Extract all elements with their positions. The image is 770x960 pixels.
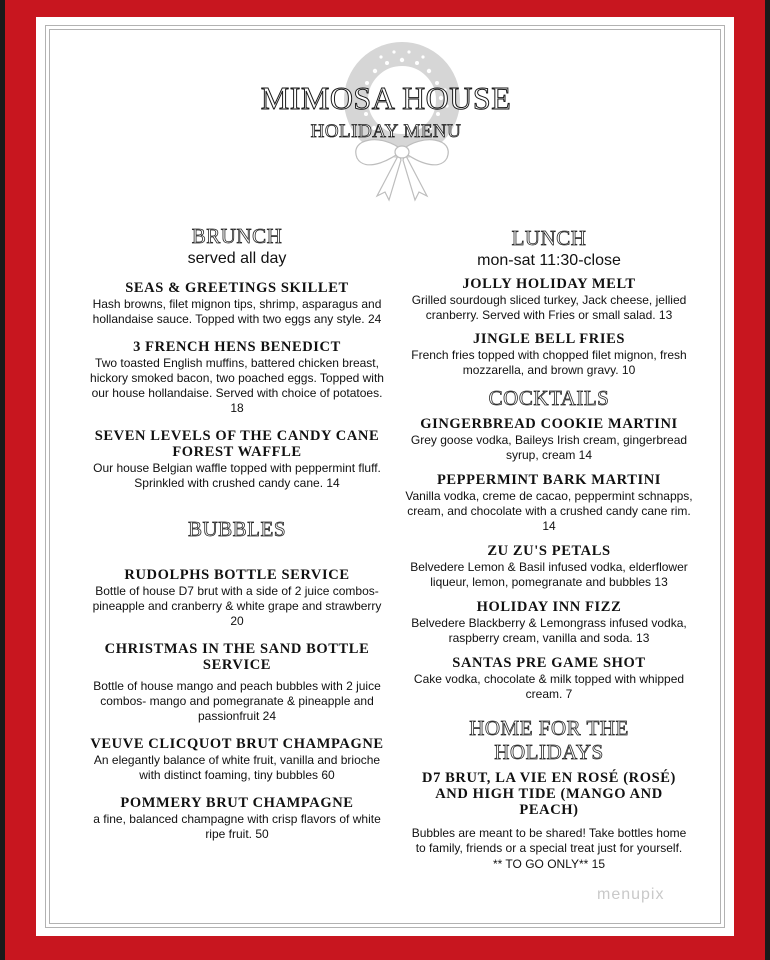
item-name: D7 BRUT, LA VIE EN ROSÉ (ROSÉ) AND HIGH TIDE (MANGO AND PEACH)	[422, 770, 676, 818]
brunch-subheading: served all day	[187, 250, 287, 267]
menu-item	[87, 428, 387, 491]
item-name: JOLLY HOLIDAY MELT	[462, 276, 636, 292]
item-description: Bottle of house mango and peach bubbles with 2 juice combos- mango and pomegranate & pineapple and passionfruit 24	[93, 679, 381, 723]
menu-item	[401, 276, 697, 323]
item-name: ZU ZU'S PETALS	[487, 543, 611, 559]
item-description: An elegantly balance of white fruit, vanilla and brioche with distinct foaming, tiny bubbles 60	[93, 753, 381, 782]
item-name: SANTAS PRE GAME SHOT	[452, 655, 646, 671]
item-name: VEUVE CLICQUOT BRUT CHAMPAGNE	[90, 736, 384, 752]
home-heading: HOME FOR THE HOLIDAYS	[469, 716, 629, 764]
item-description: Bubbles are meant to be shared! Take bottles home to family, friends or a special treat just for yourself.	[411, 826, 687, 855]
item-name: PEPPERMINT BARK MARTINI	[436, 472, 662, 488]
item-name: SEVEN LEVELS OF THE CANDY CANE FOREST WAFFLE	[94, 428, 380, 460]
menu-subtitle: HOLIDAY MENU	[310, 121, 462, 142]
item-name: JINGLE BELL FRIES	[472, 331, 626, 347]
item-name: RUDOLPHS BOTTLE SERVICE	[124, 567, 350, 583]
menu-item	[87, 280, 387, 327]
item-description: Bottle of house D7 brut with a side of 2 juice combos- pineapple and cranberry & white grape and strawberry 20	[92, 584, 382, 628]
item-name: POMMERY BRUT CHAMPAGNE	[120, 795, 354, 811]
lunch-subheading: mon-sat 11:30-close	[477, 252, 621, 269]
item-name: HOLIDAY INN FIZZ	[476, 599, 622, 615]
item-description: Belvedere Lemon & Basil infused vodka, elderflower liqueur, lemon, pomegranate and bubbles 13	[410, 560, 688, 589]
menu-title: MIMOSA HOUSE	[260, 80, 512, 116]
menu-item	[401, 543, 697, 590]
menu-item	[401, 472, 697, 534]
right-column	[401, 226, 697, 872]
item-description: Hash browns, filet mignon tips, shrimp, asparagus and hollandaise sauce. Topped with two eggs any style. 24	[92, 297, 382, 326]
item-description: Belvedere Blackberry & Lemongrass infused vodka, raspberry cream, vanilla and soda. 13	[411, 616, 687, 645]
watermark: menupix	[597, 886, 665, 903]
lunch-heading: LUNCH	[511, 226, 587, 250]
menu-item	[87, 736, 387, 783]
item-name: 3 FRENCH HENS BENEDICT	[133, 339, 341, 355]
menu-item	[401, 599, 697, 646]
menu-item	[401, 416, 697, 463]
item-note: ** TO GO ONLY** 15	[492, 857, 606, 871]
item-name: CHRISTMAS IN THE SAND BOTTLE SERVICE	[104, 641, 370, 673]
menu-item	[401, 770, 697, 872]
item-description: Our house Belgian waffle topped with peppermint fluff. Sprinkled with crushed candy cane. 14	[93, 461, 381, 490]
item-description: French fries topped with chopped filet mignon, fresh mozzarella, and brown gravy. 10	[411, 348, 687, 377]
brunch-heading: BRUNCH	[191, 224, 283, 248]
item-description: Vanilla vodka, creme de cacao, peppermint schnapps, cream, and chocolate with a crushed candy cane rim. 14	[405, 489, 693, 533]
menu-item	[87, 641, 387, 724]
left-edge	[0, 0, 5, 960]
menu-item	[87, 567, 387, 629]
item-description: Cake vodka, chocolate & milk topped with whipped cream. 7	[413, 672, 685, 701]
left-column	[87, 224, 387, 842]
menu-item	[401, 331, 697, 378]
item-name: GINGERBREAD COOKIE MARTINI	[420, 416, 678, 432]
item-description: Grilled sourdough sliced turkey, Jack cheese, jellied cranberry. Served with Fries or small salad. 13	[411, 293, 687, 322]
cocktails-heading: COCKTAILS	[488, 386, 610, 410]
bubbles-heading: BUBBLES	[187, 517, 287, 541]
menu-item	[87, 795, 387, 842]
menu-item	[87, 339, 387, 416]
item-name: SEAS & GREETINGS SKILLET	[125, 280, 349, 296]
menu-page	[36, 17, 734, 936]
item-description: a fine, balanced champagne with crisp flavors of white ripe fruit. 50	[93, 812, 381, 841]
menu-item	[401, 655, 697, 702]
right-edge	[765, 0, 770, 960]
item-description: Two toasted English muffins, battered chicken breast, hickory smoked bacon, two poached eggs. Topped with our house hollandaise. Served with choice of potatoes. 18	[90, 356, 384, 415]
item-description: Grey goose vodka, Baileys Irish cream, gingerbread syrup, cream 14	[410, 433, 688, 462]
